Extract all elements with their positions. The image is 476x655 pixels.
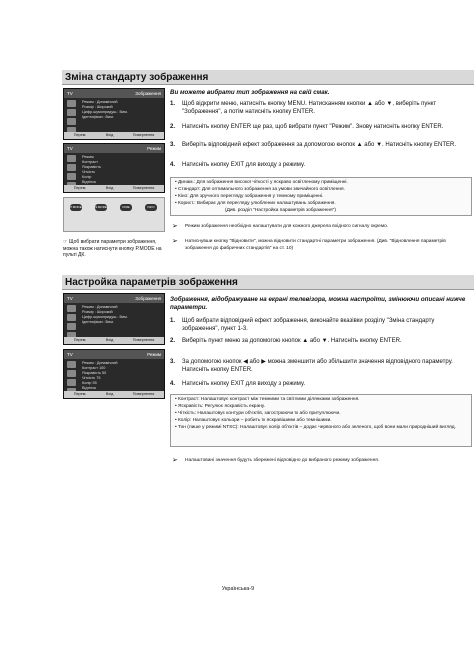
tv-menu-screenshot-2	[63, 293, 165, 345]
step-4: 4. Натисніть кнопку EXIT для виходу з режиму.	[170, 162, 306, 168]
remote-button-dnie: DNIE	[120, 204, 132, 211]
note-1: ➢ Режим зображення необхідно налаштувати для кожного джерела вхідного сигналу окремо.	[172, 223, 389, 230]
definition-item: • Яскравість: Регулює яскравість екрану.	[175, 404, 266, 409]
picture-parameter-definitions	[170, 394, 472, 447]
tv-mode-item: Яскравість 50	[82, 371, 107, 375]
tv-menu-item: Розмір : Широкий	[82, 105, 113, 109]
step-4: 4. Натисніть кнопку EXIT для виходу з режиму.	[170, 381, 306, 387]
tv-mode-header: TV Режим	[64, 350, 164, 359]
definition-item: • Кіно: Для зручного перегляду зображення у темному приміщенні.	[175, 194, 324, 199]
section1-subtitle: Ви можете вибрати тип зображення на свій смак.	[170, 89, 330, 96]
note-arrow-icon: ➢	[172, 223, 178, 230]
tv-mode-item: Відтінок	[82, 180, 97, 184]
note-arrow-icon: ➢	[172, 238, 178, 245]
tv-mode-item: Чіткість 75	[82, 376, 101, 380]
step-1: 1. Щоб відкрити меню, натисніть кнопку MENU. Натисканням кнопки ▲ або ▼, виберіть пункт "Зображення", а потім натисніть кнопку ENTER.	[170, 101, 437, 115]
step-2: 2. Виберіть пункт меню за допомогою кнопок ▲ або ▼. Натисніть кнопку ENTER.	[170, 338, 402, 344]
step-3: 3. За допомогою кнопок ◀ або ▶ можна зменшити або збільшити значення відповідного параметру. Натисніть кнопку ENTER.	[170, 359, 453, 373]
note-2: ➢ Натиснувши кнопку "Відновити", можна відновити стандартні параметри зображення. (Див. "Відновлення параметрів зображення до фабричних стандартів" на ст. 10)	[172, 238, 446, 251]
page-footer: Українська-9	[221, 586, 255, 592]
tv-menu-item: Цифр.шумопридуш.: Вим.	[82, 315, 128, 319]
section2-subtitle: Зображення, відображуване на екрані телевізора, можна настроїти, змінюючи описані нижче параметри.	[170, 296, 466, 311]
definition-item: • Контраст: Налаштовує контраст між темними та світлими ділянками зображення.	[175, 397, 360, 402]
tv-menu-list	[82, 305, 161, 325]
tv-mode-item: Контраст 100	[82, 366, 106, 370]
tv-mode-item: Режим : Динамічний	[82, 361, 118, 365]
note-hand-icon: ☞	[63, 239, 69, 245]
tv-mode-item: Яскравість	[82, 165, 102, 169]
definition-item: • Корист.: Вибирає для перегляду улюблених налаштувань зображення.	[175, 201, 336, 206]
section-header-picture-settings: Настройка параметрів зображення	[62, 275, 474, 290]
definition-item: • Чіткість: Налаштовує контури об'єктів, загострюючи їх або притуплюючи.	[175, 411, 341, 416]
tv-mode-item: Чіткість	[82, 170, 96, 174]
step-1: 1. Щоб вибрати відповідний ефект зображення, виконайте вказівки розділу "Зміна стандарту зображення", пункт 1-3.	[170, 318, 435, 332]
tv-menu-item: Ідентифікат.: Вим.	[82, 115, 114, 119]
picture-mode-definitions	[170, 177, 472, 216]
tv-mode-item: Колір 55	[82, 381, 97, 385]
tv-menu-item: Режим : Динамічний	[82, 305, 118, 309]
tv-mode-item: Контраст	[82, 160, 99, 164]
tv-menu-header: TV Зображення	[64, 89, 164, 98]
tv-menu-item: Режим : Динамічний	[82, 100, 118, 104]
remote-button-info: INFO	[145, 204, 157, 211]
definition-item: • Стандарт: Для оптимального зображення за умови звичайного освітлення.	[175, 187, 345, 192]
note-arrow-icon: ➢	[172, 457, 178, 464]
tv-mode-header: TV Режим	[64, 144, 164, 153]
definition-item: • Колір: Налаштовує кольори – робить їх яскравішими або темнішими.	[175, 418, 332, 423]
tv-menu-header: TV Зображення	[64, 294, 164, 303]
remote-control-illustration	[63, 197, 165, 232]
step-3: 3. Виберіть відповідний ефект зображення за допомогою кнопок ▲ або ▼. Натисніть кнопку ENTER.	[170, 142, 457, 148]
definition-item: • Динам.: Для зображення високої чіткості у яскраво освітленому приміщенні.	[175, 180, 348, 185]
section-header-picture-standard: Зміна стандарту зображення	[62, 70, 474, 85]
tv-menu-footer: Перем. Вхід Повернення	[64, 337, 164, 344]
tv-menu-item: Цифр.шумопридуш.: Вим.	[82, 110, 128, 114]
remote-button-pmode: P.MODE	[70, 205, 82, 209]
tv-mode-item: Колір	[82, 175, 92, 179]
remote-button-smode: S.MODE	[95, 205, 107, 209]
tv-menu-item: Розмір : Широкий	[82, 310, 113, 314]
tv-menu-footer: Перем. Вхід Повернення	[64, 132, 164, 139]
tv-menu-list	[82, 100, 161, 120]
tv-menu-item: Ідентифікат.: Вим.	[82, 320, 114, 324]
definition-item: • Тон (лише у режимі NTSC): Налаштовує колір об'єктів – додає червоного або зеленого, щоб вони мали природніший вигляд.	[175, 425, 456, 430]
tv-mode-footer: Перем. Вхід Повернення	[64, 391, 164, 398]
tv-mode-footer: Перем. Вхід Повернення	[64, 185, 164, 192]
tv-mode-screenshot	[63, 143, 165, 193]
tv-menu-screenshot	[63, 88, 165, 140]
note-saved-values: ➢ Налаштовані значення будуть збережені відповідно до вибраного режиму зображення.	[172, 457, 380, 464]
step-2: 2. Натисніть кнопку ENTER ще раз, щоб вибрати пункт "Режим". Знову натисніть кнопку ENTER.	[170, 124, 444, 130]
tv-mode-item: Відтінок	[82, 386, 97, 390]
tv-menu-side-icons	[66, 305, 78, 341]
tv-mode-item: Режим	[82, 155, 94, 159]
remote-side-note: ☞ Щоб вибрати параметри зображення, можна також натиснути кнопку P.MODE на пульті ДК.	[63, 239, 162, 258]
tv-menu-side-icons	[66, 100, 78, 136]
tv-mode-screenshot-2	[63, 349, 165, 399]
definition-item: (Див. розділ "Настройка параметрів зображення")	[225, 208, 336, 213]
